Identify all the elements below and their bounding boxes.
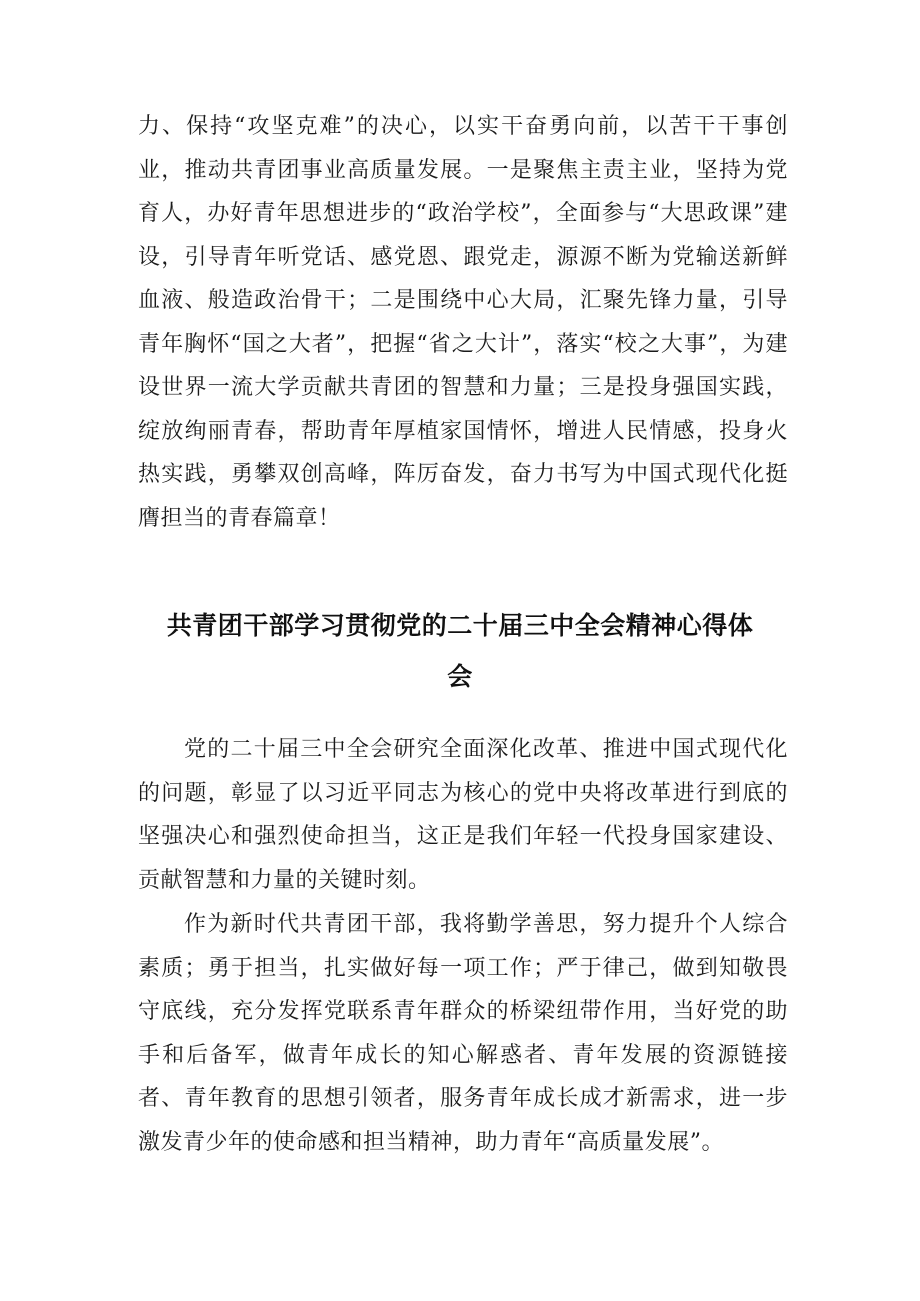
continuation-paragraph: 力、保持“攻坚克难”的决心，以实干奋勇向前，以苦干干事创业，推动共青团事业高质量发展。一是聚焦主责主业，坚持为党育人，办好青年思想进步的“政治学校”，全面参与“大思政课”建设，引导青年听党话、感党恩、跟党走，源源不断为党输送新鲜血液、般造政治骨干；二是围绕中心大局，汇聚先锋力量，引导青年胸怀“国之大者”，把握“省之大计”，落实“校之大事”，为建设世界一流大学贡献共青团的智慧和力量；三是投身强国实践，绽放绚丽青春，帮助青年厚植家国情怀，增进人民情感，投身火热实践，勇攀双创高峰，阵厉奋发，奋力书写为中国式现代化挺膺担当的青春篇章！ (138, 114, 788, 531)
article-title: 共青团干部学习贯彻党的二十届三中全会精神心得体会 (166, 611, 754, 691)
body-paragraph: 党的二十届三中全会研究全面深化改革、推进中国式现代化的问题，彰显了以习近平同志为核心的党中央将改革进行到底的坚强决心和强烈使命担当，这正是我们年轻一代投身国家建设、贡献智慧和力量的关键时刻。 (138, 737, 788, 893)
body-paragraph: 作为新时代共青团干部，我将勤学善思，努力提升个人综合素质；勇于担当，扎实做好每一项工作；严于律己，做到知敬畏守底线，充分发挥党联系青年群众的桥梁纽带作用，当好党的助手和后备军，做青年成长的知心解惑者、青年发展的资源链接者、青年教育的思想引领者，服务青年成长成才新需求，进一步激发青少年的使命感和担当精神，助力青年“高质量发展”。 (138, 912, 788, 1155)
